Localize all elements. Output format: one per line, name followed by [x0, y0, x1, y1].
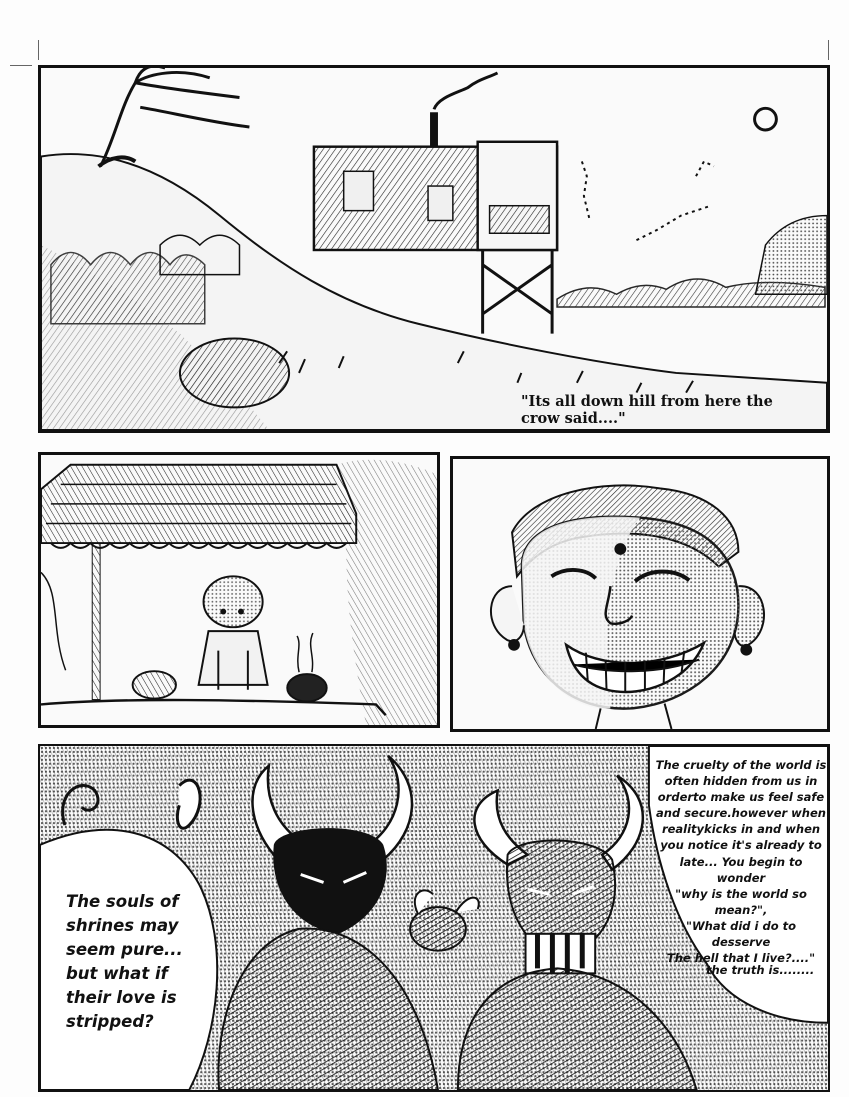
- panel1-caption: "Its all down hill from here the crow said....": [521, 393, 773, 427]
- narration-line: "What did i do to desserve: [685, 918, 796, 950]
- narration-box: [655, 757, 827, 966]
- panel-hut-child: [38, 452, 440, 728]
- narration-line: "why is the world so mean?",: [675, 886, 807, 917]
- bubble-line: but what if: [66, 963, 168, 983]
- bubble-line: their love is: [66, 987, 177, 1007]
- narration-line: The hell that I live?....": [666, 951, 816, 966]
- bubble-line: stripped?: [66, 1011, 154, 1031]
- face-illustration: [453, 459, 827, 729]
- narration-line: late... You begin to wonder: [679, 854, 803, 885]
- crop-mark: [10, 65, 32, 66]
- hillside-illustration: [41, 68, 827, 430]
- speech-bubble-text: [66, 890, 216, 1034]
- crop-mark: [38, 40, 39, 60]
- hut-illustration: [41, 455, 437, 725]
- crop-mark: [828, 40, 829, 60]
- narration-line: The cruelty of the world is: [655, 758, 827, 772]
- narration-line: you notice it's already to: [660, 838, 822, 853]
- narration-line: realitykicks in and when: [661, 822, 821, 837]
- panel-hillside-cabin: [38, 65, 830, 433]
- narration-line: and secure.however when: [656, 806, 826, 821]
- bubble-line: seem pure...: [66, 939, 183, 959]
- narration-line: orderto make us feel safe: [657, 790, 825, 805]
- bubble-line: shrines may: [66, 915, 179, 935]
- narration-ending: the truth is........: [706, 963, 815, 977]
- panel-grinning-face: [450, 456, 830, 732]
- bubble-line: The souls of: [66, 892, 179, 911]
- narration-line: often hidden from us in: [664, 774, 818, 789]
